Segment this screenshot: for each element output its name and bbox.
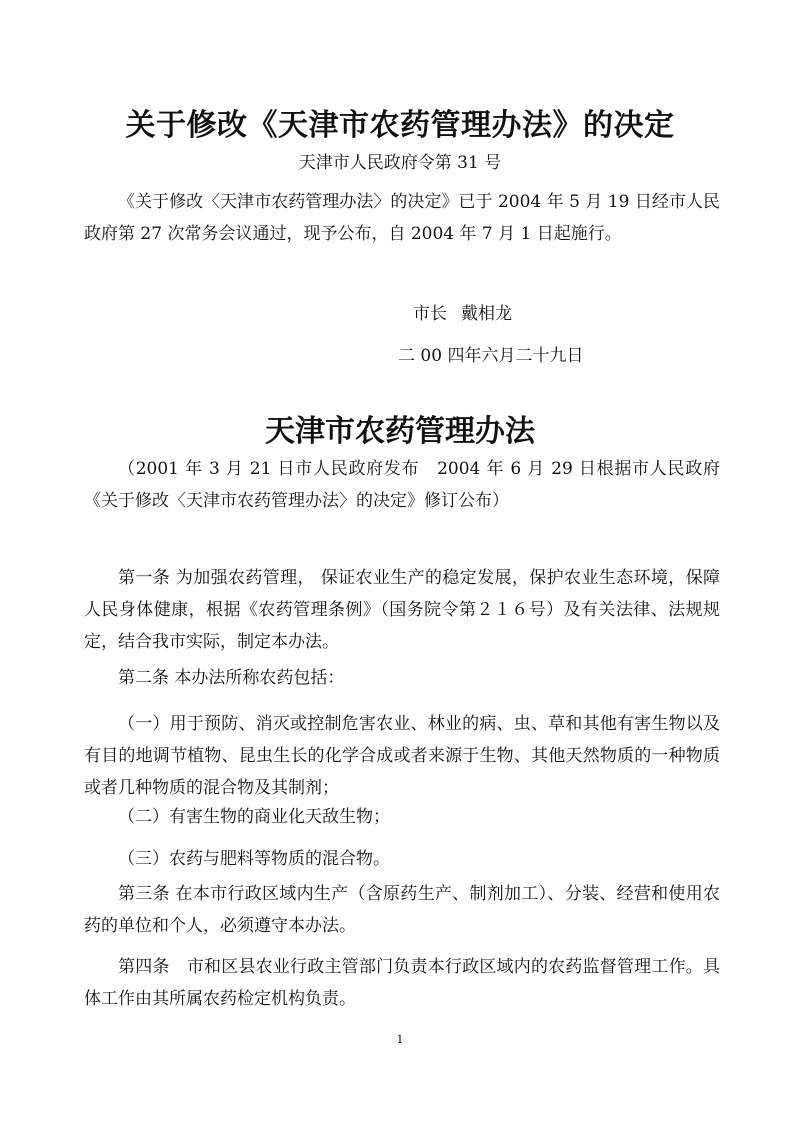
signer-line — [413, 299, 512, 324]
decision-intro: 《关于修改〈天津市农药管理办法〉的决定》已于 2004 年 5 月 19 日经市人民政府第 27 次常务会议通过，现予公布，自 2004 年 7 月 1 日起施行。 — [84, 192, 720, 244]
article-1: 第一条 为加强农药管理， 保证农业生产的稳定发展，保护农业生态环境，保障人民身体健康，根据《农药管理条例》（国务院令第２１６号）及有关法律、法规规定，结合我市实际，制定本办法。 — [84, 568, 720, 652]
sign-date: 二 00 四年六月二十九日 — [398, 346, 584, 366]
page-number: 1 — [396, 1033, 404, 1046]
signer-title: 市长 — [413, 304, 447, 324]
signer-name: 戴相龙 — [461, 304, 512, 324]
article-2: 第二条 本办法所称农药包括： — [118, 668, 345, 688]
article-4: 第四条 市和区县农业行政主管部门负责本行政区域内的农药监督管理工作。具体工作由其所属农药检定机构负责。 — [84, 957, 720, 1009]
article-2-item-3: （三）农药与肥料等物质的混合物。 — [118, 849, 390, 869]
regulation-note: （2001 年 3 月 21 日市人民政府发布 2004 年 6 月 29 日根据市人民政府《关于修改〈天津市农药管理办法〉的决定》修订公布） — [84, 459, 720, 511]
article-2-item-2: （二）有害生物的商业化天敌生物； — [118, 807, 390, 827]
article-2-item-1: （一）用于预防、消灭或控制危害农业、林业的病、虫、草和其他有害生物以及有目的地调节植物、昆虫生长的化学合成或者来源于生物、其他天然物质的一种物质或者几种物质的混合物及其制剂； — [84, 714, 720, 798]
order-number: 天津市人民政府令第 31 号 — [298, 153, 502, 173]
decision-title: 关于修改《天津市农药管理办法》的决定 — [125, 108, 675, 143]
regulation-title: 天津市农药管理办法 — [265, 414, 535, 449]
article-3: 第三条 在本市行政区域内生产（含原药生产、制剂加工）、分装、经营和使用农药的单位和个人，必须遵守本办法。 — [84, 884, 720, 936]
